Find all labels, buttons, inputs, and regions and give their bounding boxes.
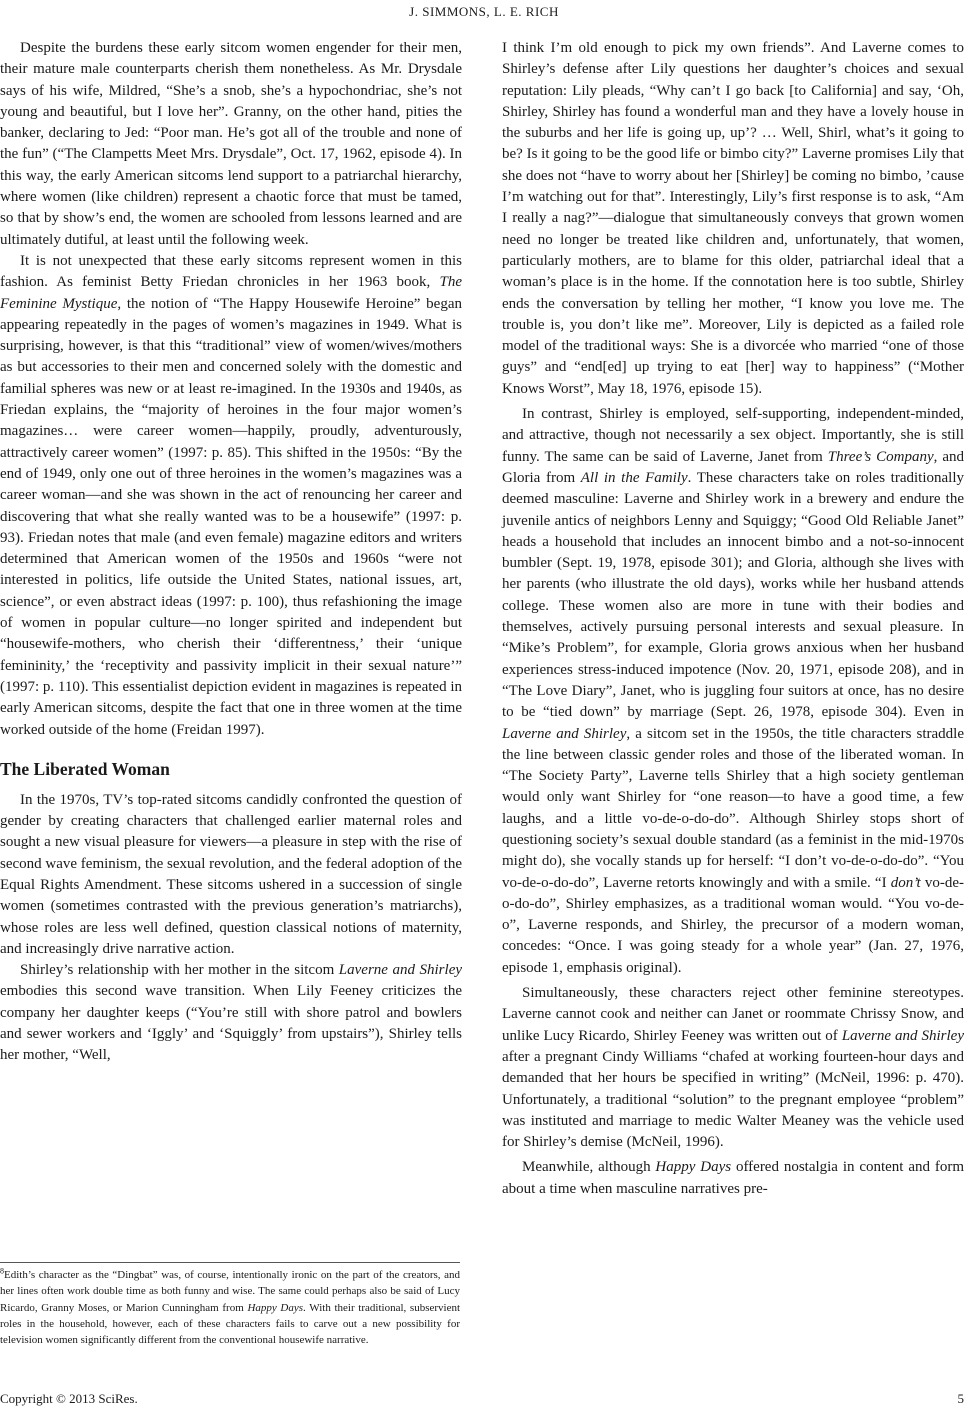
running-head: J. SIMMONS, L. E. RICH [409, 4, 559, 19]
show-title: Laverne and Shirley [338, 962, 463, 979]
paragraph: Despite the burdens these early sitcom women engender for their men, their mature male counterparts cherish them nonetheless. As Mr. Drysdale says of his wife, Mildred, “She’s a snob, she’s a hypochondriac, she’s not young and beautiful, but I love her”. Granny, on the other hand, pities the banker, declaring to Jed: “Poor man. He’s got all of the trouble and none of the fun” (“The Clampetts Meet Mrs. Drysdale”, Oct. 17, 1962, episode 4). In this way, the early American sitcoms lend support to a patriarchal hierarchy, where women (like children) represent a chaotic force that must be tamed, so that by show’s end, the women are schooled from lessons learned and are ultimately dutiful, at least until the following week. [0, 40, 462, 248]
text-run: embodies this second wave transition. When Lily Feeney criticizes the company her daughter keeps (“You’re still with shore patrol and bowlers and sewer workers and ‘Iggly’ and ‘Squiggly’ from upstairs”), Shirley tells her mother, “Well, [0, 983, 462, 1064]
paragraph [0, 960, 462, 1066]
text-run: , and Gloria from [502, 448, 964, 486]
book-title: The Feminine Mystique [0, 274, 462, 312]
show-title: Happy Days [247, 1301, 304, 1314]
text-run: . With their traditional, subservient roles in the household, however, each of these characters fails to carve out a new possibility for television women significantly different from the conventional housewife narrative. [0, 1301, 461, 1347]
paragraph: In the 1970s, TV’s top-rated sitcoms candidly confronted the question of gender by creating characters that challenged earlier maternal roles and sought a new visual pleasure for viewers—a pleasure in step with the rise of second wave feminism, the sexual revolution, and the federal adoption of the Equal Rights Amendment. These sitcoms ushered in a succession of single women (sometimes contrasted with the previous generation’s matriarchs), whose roles are less well defined, question classical notions of maternity, and increasingly drive narrative action. [0, 791, 462, 957]
show-title: All in the Family [580, 469, 688, 486]
footnote-block [0, 1262, 460, 1348]
show-title: Three’s Company [827, 448, 934, 465]
text-run: In contrast, Shirley is employed, self-supporting, independent-minded, and attractive, though not necessarily a sex object. Importantly, she is still funny. The same can be said of Laverne, Janet from [502, 406, 964, 465]
emphasis: don’t [890, 874, 921, 891]
text-run: , a sitcom set in the 1950s, the title characters straddle the line between classic gender roles and those of the liberated woman. In “The Society Party”, Laverne tells Shirley that a high society gentleman would only want Shirley for “one reason—to have a good time, a few laughs, and a little vo-de-o-do-do”. Although Shirley stops short of questioning society’s sexual double standard (as a feminist in the mid-1970s might do), she vocally stands up for herself: “I don’t vo-de-o-do-do”. “You vo-de-o-do-do”, Laverne retorts knowingly and with a smile. “I [502, 725, 964, 891]
paragraph [502, 1157, 964, 1200]
left-column [0, 38, 462, 1067]
show-title: Laverne and Shirley [841, 1027, 965, 1044]
paragraph: I think I’m old enough to pick my own friends”. And Laverne comes to Shirley’s defense after Lily questions her daughter’s choices and sexual reputation: Lily pleads, “Why can’t I go back [to California] and say, ‘Oh, Shirley, Shirley has found a wonderful man and they have a lovely house in the suburbs and her life is going up, up’? … Well, Shirl, what’s it going to be? Is it going to be the good life or bimbo city?” Laverne promises Lily that she does not “have to worry about her [Shirley] be coming no bimbo, ’cause I’m watching out for that”. Interestingly, Lily’s first response is to ask, “Am I really a nag?”—dialogue that simultaneously conveys that grown women need no longer be treated like children and, unfortunately, that women, particularly mothers, are to blame for this older, patriarchal ideal that a woman’s place is in the home. If the connotation here is too subtle, Shirley ends the conversation by telling her mother, “I know you love me. The trouble is, you don’t like me”. Moreover, Lily is depicted as a failed role model of the traditional ways: She is a divorcée who married “one of those guys” and “end[ed] up trying to eat [her] way to happiness” (“Mother Knows Worst”, May 18, 1976, episode 15). [502, 40, 964, 397]
text-run: vo-de-o-do-do”, Shirley emphasizes, as a traditional woman would. “You vo-de-o”, Laverne responds, and Shirley, the precursor of a modern woman, concedes: “Once. I was going steady for a whole year” (Jan. 27, 1976, episode 1, emphasis original). [502, 874, 964, 976]
text-run: Meanwhile, although [522, 1159, 656, 1176]
text-run: Edith’s character as the “Dingbat” was, of course, intentionally ironic on the part of the creators, and her lines often work double time as both funny and wise. The same could perhaps also be said of Lucy Ricardo, Granny Moses, or Marion Cunningham from [0, 1269, 460, 1314]
text-run: It is not unexpected that these early sitcoms represent women in this fashion. As feminist Betty Friedan chronicles in her 1963 book, [0, 252, 462, 291]
section-heading: The Liberated Woman [0, 758, 170, 779]
page-number: 5 [957, 1391, 964, 1406]
paragraph [0, 251, 462, 741]
paragraph [502, 983, 964, 1153]
show-title: Laverne and Shirley [502, 725, 627, 742]
footnote [0, 1267, 460, 1348]
text-run: Simultaneously, these characters reject other feminine stereotypes. Laverne cannot cook and neither can Janet or roommate Chrissy Snow, and unlike Lucy Ricardo, Shirley Feeney was written out of [502, 985, 964, 1044]
text-run: after a pregnant Cindy Williams “chafed at working fourteen-hour days and demanded that her hours be specified in writing” (McNeil, 1996: p. 470). Unfortunately, a traditional “solution” to the pregnant employee “problem” was instituted and marriage to medic Walter Meaney was the vehicle used for Shirley’s demise (McNeil, 1996). [502, 1048, 964, 1151]
footnote-marker: 8 [0, 1266, 4, 1276]
copyright-footer: Copyright © 2013 SciRes. [0, 1391, 138, 1406]
show-title: Happy Days [655, 1159, 732, 1176]
text-run: offered nostalgia in content and form about a time when masculine narratives pre- [502, 1159, 964, 1197]
text-run: Shirley’s relationship with her mother in the sitcom [20, 962, 339, 979]
text-run: , the notion of “The Happy Housewife Heroine” began appearing repeatedly in the pages of women’s magazines in 1949. What is surprising, however, is that this “traditional” view of women/wives/mothers as but accessories to their men and concerned solely with the domestic and familial spheres was new or at least re-imagined. In the 1930s and 1940s, as Friedan explains, the “majority of heroines in the four major women’s magazines… were career women—happily, proudly, adventurously, attractively career women” (1997: p. 85). This shifted in the 1950s: “By the end of 1949, only one out of three heroines in the women’s magazines was a career woman—and she was shown in the act of renouncing her career and discovering that what she really wanted was to be a housewife” (1997: p. 93). Friedan notes that male (and even female) magazine editors and writers determined that American women of the 1950s and 1960s “were not interested in politics, life outside the United States, national issues, art, science”, or even abstract ideas (1997: p. 100), thus refashioning the image of women in popular culture—no longer spirited and independent but “housewife-mothers, who cherish their ‘differentness,’ their ‘unique femininity,’ the ‘receptivity and passivity implicit in their sexual nature’” (1997: p. 110). This essentialist depiction evident in magazines is repeated in early American sitcoms, despite the fact that one in three women at the time worked outside of the home (Freidan 1997). [0, 295, 462, 738]
right-column [502, 38, 964, 1200]
text-run: . These characters take on roles traditionally deemed masculine: Laverne and Shirley work in a brewery and endure the juvenile antics of neighbors Lenny and Squiggy; “Good Old Reliable Janet” heads a household that includes an innocent bimbo and a not-so-innocent bumbler (Sept. 19, 1978, episode 301); and Gloria, although she lives with her parents (who illustrate the old days), works while her husband attends college. These women also are more in tune with their bodies and themselves, actively pursuing personal interests and sexual pleasure. In “Mike’s Problem”, for example, Gloria grows anxious when her husband experiences stress-induced impotence (Nov. 20, 1971, episode 208), and in “The Love Diary”, Janet, who is juggling four suitors at once, has no desire to be “tied down” by marriage (Sept. 26, 1978, episode 304). Even in [502, 469, 964, 721]
paragraph [502, 404, 964, 979]
